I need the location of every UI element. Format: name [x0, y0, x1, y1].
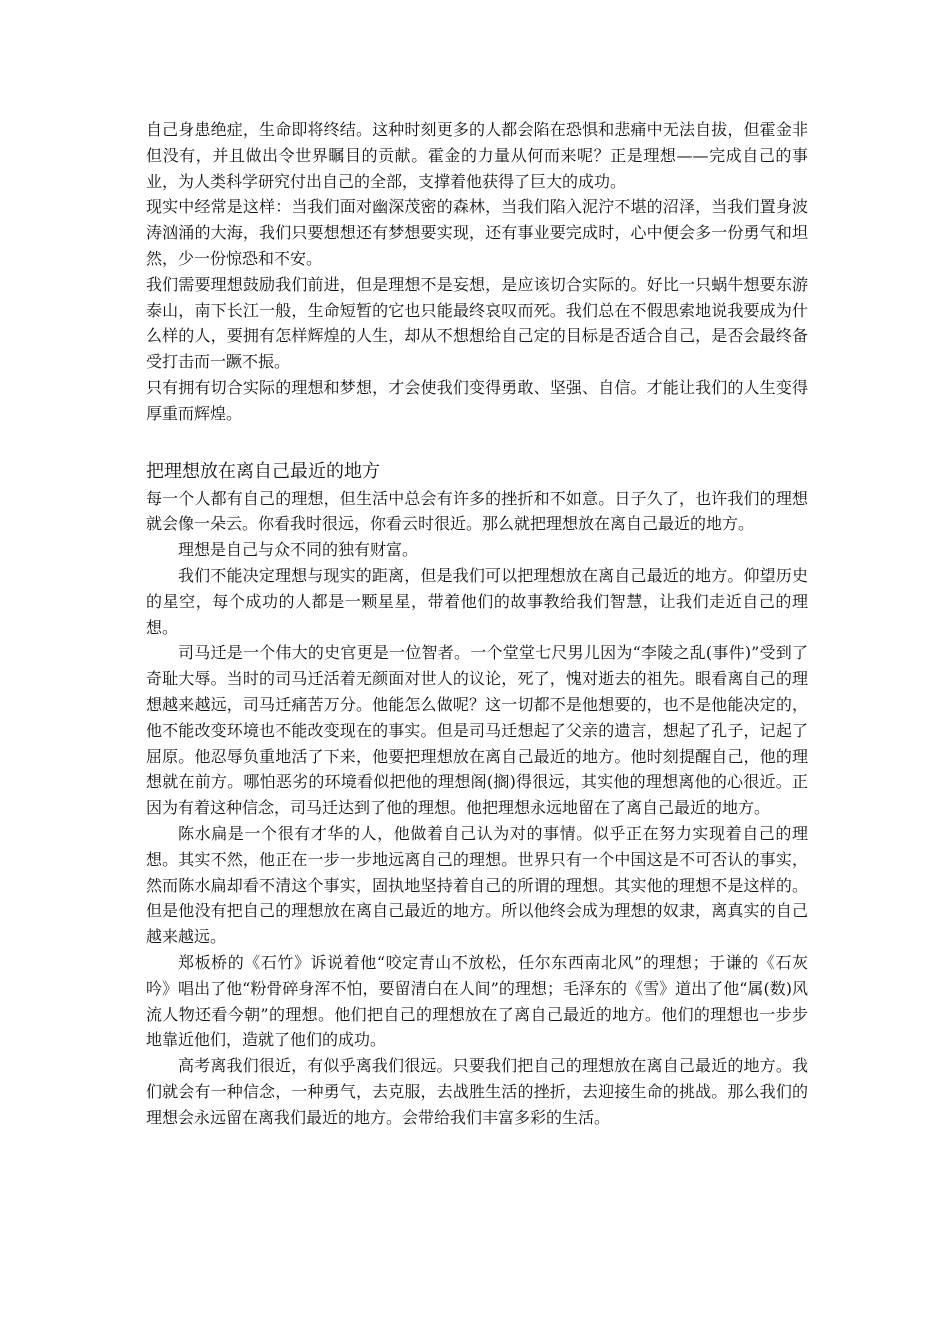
intro-paragraph: 自己身患绝症，生命即将终结。这种时刻更多的人都会陷在恐惧和悲痛中无法自拔，但霍金非但没有，并且做出令世界瞩目的贡献。霍金的力量从何而来呢？正是理想——完成自己的事业，为人类科学研究付出自己的全部，支撑着他获得了巨大的成功。 [146, 120, 808, 191]
essay-title: 把理想放在离自己最近的地方 [146, 460, 380, 482]
intro-paragraph: 我们需要理想鼓励我们前进，但是理想不是妄想，是应该切合实际的。好比一只蜗牛想要东游泰山，南下长江一般，生命短暂的它也只能最终哀叹而死。我们总在不假思索地说我要成为什么样的人，要拥有怎样辉煌的人生，却从不想想给自己定的目标是否适合自己，是否会最终备受打击而一蹶不振。 [146, 274, 808, 372]
document-page [146, 117, 808, 1130]
essay-opening: 每一个人都有自己的理想，但生活中总会有许多的挫折和不如意。日子久了，也许我们的理想就会像一朵云。你看我时很远，你看云时很近。那么就把理想放在离自己最近的地方。 [146, 488, 808, 534]
intro-paragraph: 只有拥有切合实际的理想和梦想，才会使我们变得勇敢、坚强、自信。才能让我们的人生变得厚重而辉煌。 [146, 377, 808, 423]
essay-paragraph: 郑板桥的《石竹》诉说着他“咬定青山不放松，任尔东西南北风”的理想；于谦的《石灰吟》唱出了他“粉骨碎身浑不怕，要留清白在人间”的理想；毛泽东的《雪》道出了他“属(数)风流人物还看今朝”的理想。他们把自己的理想放在了离自己最近的地方。他们的理想也一步步地靠近他们，造就了他们的成功。 [146, 952, 808, 1050]
essay-paragraph: 我们不能决定理想与现实的距离，但是我们可以把理想放在离自己最近的地方。仰望历史的星空，每个成功的人都是一颗星星，带着他们的故事教给我们智慧，让我们走近自己的理想。 [146, 565, 808, 637]
essay-paragraph: 理想是自己与众不同的独有财富。 [178, 540, 419, 560]
essay-paragraph: 司马迁是一个伟大的史官更是一位智者。一个堂堂七尺男儿因为“李陵之乱(事件)”受到了奇耻大辱。当时的司马迁活着无颜面对世人的议论，死了，愧对逝去的祖先。眼看离自己的理想越来越远，司马迁痛苦万分。他能怎么做呢？这一切都不是他想要的，也不是他能决定的，他不能改变环境也不能改变现在的事实。但是司马迁想起了父亲的遗言，想起了孔子，记起了屈原。他忍辱负重地活了下来，他要把理想放在离自己最近的地方。他时刻提醒自己，他的理想就在前方。哪怕恶劣的环境看似把他的理想阁(搁)得很远，其实他的理想离他的心很近。正因为有着这种信念，司马迁达到了他的理想。他把理想永远地留在了离自己最近的地方。 [146, 643, 808, 818]
essay-paragraph: 陈水扁是一个很有才华的人，他做着自己认为对的事情。似乎正在努力实现着自己的理想。其实不然，他正在一步一步地远离自己的理想。世界只有一个中国这是不可否认的事实，然而陈水扁却看不清这个事实，固执地坚持着自己的所谓的理想。其实他的理想不是这样的。但是他没有把自己的理想放在离自己最近的地方。所以他终会成为理想的奴隶，离真实的自己越来越远。 [146, 823, 808, 947]
essay-paragraph: 高考离我们很近，有似乎离我们很远。只要我们把自己的理想放在离自己最近的地方。我们就会有一种信念，一种勇气，去克服，去战胜生活的挫折，去迎接生命的挑战。那么我们的理想会永远留在离我们最近的地方。会带给我们丰富多彩的生活。 [146, 1056, 808, 1127]
intro-paragraph: 现实中经常是这样：当我们面对幽深茂密的森林，当我们陷入泥泞不堪的沼泽，当我们置身波涛汹涌的大海，我们只要想想还有梦想要实现，还有事业要完成时，心中便会多一份勇气和坦然，少一份惊恐和不安。 [146, 197, 808, 268]
